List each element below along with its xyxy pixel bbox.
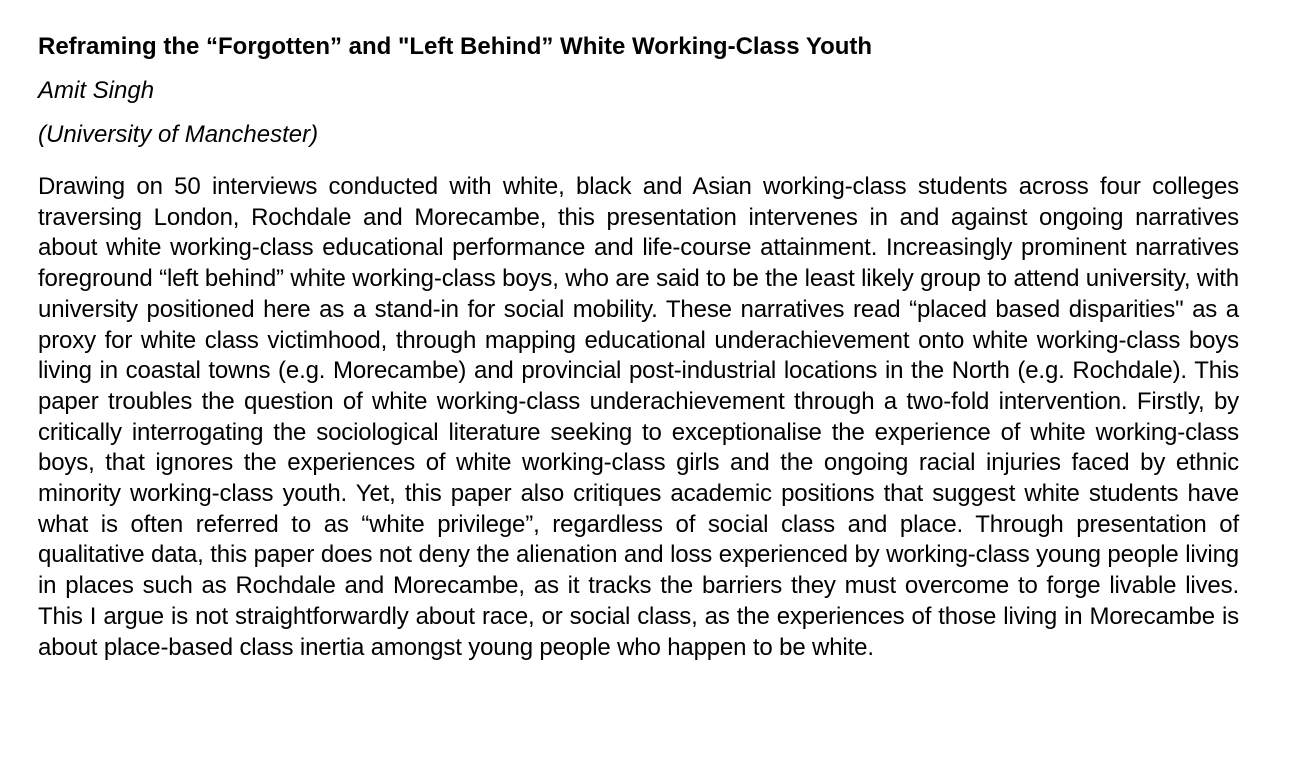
paper-title: Reframing the “Forgotten” and "Left Behind” White Working-Class Youth: [38, 33, 873, 60]
document-page: [38, 30, 1239, 663]
abstract-text: Drawing on 50 interviews conducted with white, black and Asian working-class students across four colleges traversing London, Rochdale and Morecambe, this presentation intervenes in and against ongoing narratives about white working-class educational performance and life-course attainment. Increasingly prominent narratives foreground “left behind” white working-class boys, who are said to be the least likely group to attend university, with university positioned here as a stand-in for social mobility. These narratives read “placed based disparities" as a proxy for white class victimhood, through mapping educational underachievement onto white working-class boys living in coastal towns (e.g. Morecambe) and provincial post-industrial locations in the North (e.g. Rochdale). This paper troubles the question of white working-class underachievement through a two-fold intervention. Firstly, by critically interrogating the sociological literature seeking to exceptionalise the experience of white working-class boys, that ignores the experiences of white working-class girls and the ongoing racial injuries faced by ethnic minority working-class youth. Yet, this paper also critiques academic positions that suggest white students have what is often referred to as “white privilege”, regardless of social class and place. Through presentation of qualitative data, this paper does not deny the alienation and loss experienced by working-class young people living in places such as Rochdale and Morecambe, as it tracks the barriers they must overcome to forge livable lives. This I argue is not straightforwardly about race, or social class, as the experiences of those living in Morecambe is about place-based class inertia amongst young people who happen to be white.: [38, 173, 1240, 661]
author-affiliation: (University of Manchester): [38, 121, 319, 148]
author-name: Amit Singh: [38, 77, 155, 104]
